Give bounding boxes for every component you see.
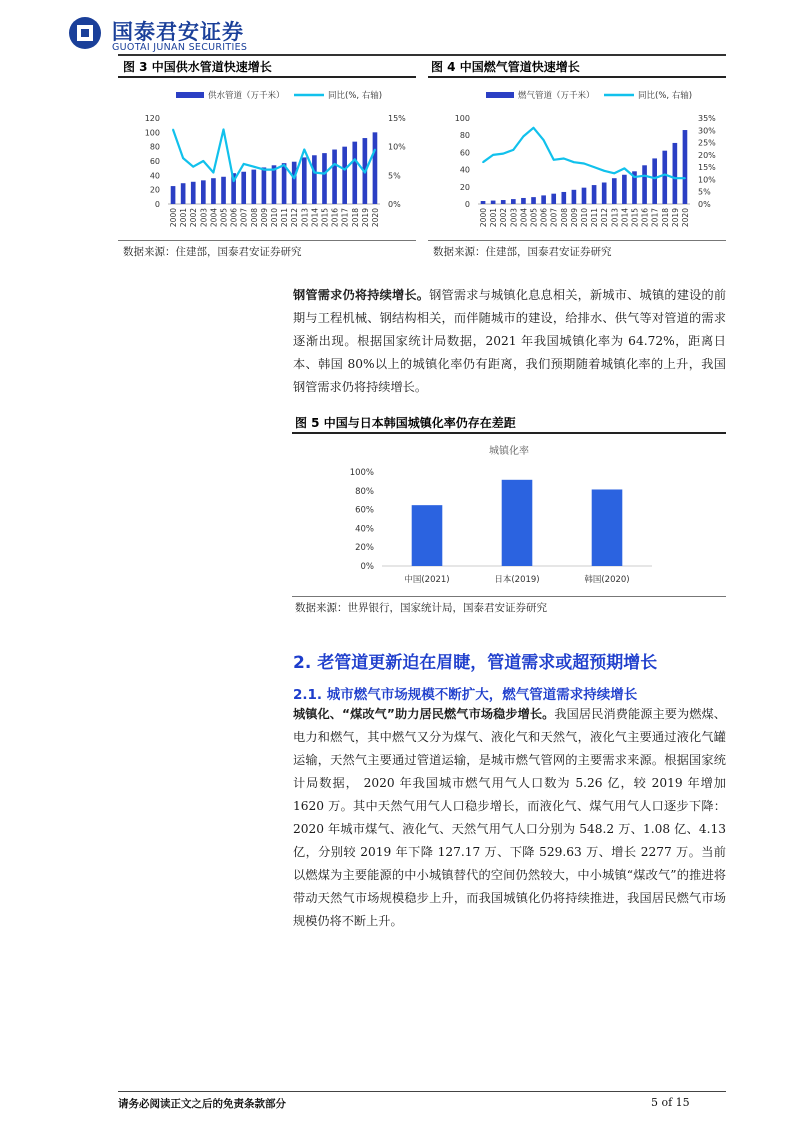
bar [272, 165, 277, 204]
y-left-tick-label: 60 [149, 157, 160, 166]
x-tick-label: 2005 [529, 208, 539, 228]
y-right-tick-label: 25% [698, 138, 716, 148]
legend-bar-swatch [176, 92, 204, 98]
line-point [283, 164, 285, 166]
bar [501, 200, 506, 204]
bar [282, 163, 287, 204]
y-left-tick-label: 60 [459, 148, 470, 158]
fig4-chart [428, 80, 728, 240]
x-tick-label: 2018 [350, 208, 360, 228]
y-tick-label: 20% [355, 543, 374, 554]
line-point [344, 169, 346, 171]
bar [221, 177, 226, 204]
y-left-tick-label: 80 [149, 142, 160, 152]
bar [541, 195, 546, 204]
line-point [293, 177, 295, 179]
fig5-title: 图 5 中国与日本韩国城镇化率仍存在差距 [295, 416, 516, 430]
legend-bar-swatch [486, 92, 514, 98]
line-point [623, 167, 625, 169]
x-tick-label: 2012 [600, 208, 610, 228]
bar [332, 150, 337, 204]
line-point [573, 161, 575, 163]
page-number: 5 of 15 [651, 1096, 690, 1109]
section-heading-2-1: 2.1. 城市燃气市场规模不断扩大，燃气管道需求持续增长 [293, 687, 638, 703]
x-tick-label: 2017 [340, 208, 350, 228]
bar [521, 198, 526, 204]
line-point [313, 172, 315, 174]
x-tick-label: 2002 [499, 208, 509, 228]
line-point [634, 176, 636, 178]
fig4-title: 图 4 中国燃气管道快速增长 [431, 60, 580, 74]
x-tick-label: 2016 [330, 208, 340, 228]
x-tick-label: 2010 [580, 208, 589, 228]
bar [652, 158, 657, 204]
x-tick-label: 日本(2019) [494, 575, 540, 585]
fig4-source: 数据来源：住建部，国泰君安证券研究 [433, 246, 612, 258]
bar [262, 167, 267, 204]
line-point [684, 177, 686, 179]
y-left-tick-label: 40 [459, 165, 470, 175]
x-tick-label: 2020 [680, 208, 690, 228]
bar [191, 182, 196, 204]
line-point [674, 177, 676, 179]
bar [551, 194, 556, 204]
y-tick-label: 40% [355, 524, 374, 535]
footer-divider [118, 1091, 726, 1092]
y-right-tick-label: 10% [388, 142, 406, 152]
x-tick-label: 2015 [320, 208, 330, 228]
bar [373, 132, 378, 204]
fig5-top-rule [292, 432, 726, 434]
line-point [664, 174, 666, 176]
bar [342, 147, 347, 204]
company-name-cn: 国泰君安证券 [112, 20, 244, 44]
y-right-tick-label: 35% [698, 114, 716, 123]
x-tick-label: 2013 [300, 208, 310, 228]
line-point [192, 166, 194, 168]
paragraph-gas-market [293, 703, 726, 933]
x-tick-label: 2008 [559, 208, 569, 228]
x-tick-label: 2011 [590, 208, 600, 228]
x-tick-label: 韩国(2020) [584, 575, 630, 585]
bar [302, 157, 307, 204]
x-tick-label: 2019 [670, 208, 680, 228]
x-tick-label: 中国(2021) [404, 575, 450, 585]
bar [531, 197, 536, 204]
fig5-source: 数据来源：世界银行，国家统计局，国泰君安证券研究 [295, 602, 547, 614]
line-point [213, 172, 215, 174]
y-left-tick-label: 120 [144, 114, 160, 123]
x-tick-label: 2003 [509, 208, 519, 228]
x-tick-label: 2003 [199, 208, 209, 228]
x-tick-label: 2004 [519, 208, 529, 228]
y-right-tick-label: 0% [698, 200, 711, 209]
y-right-tick-label: 0% [388, 200, 401, 209]
section-heading-2: 2. 老管道更新迫在眉睫，管道需求或超预期增长 [293, 653, 658, 673]
bar [582, 188, 587, 204]
bar [561, 192, 566, 204]
bar [322, 153, 327, 204]
line-point [553, 159, 555, 161]
x-tick-label: 2011 [280, 208, 290, 228]
fig3-chart [118, 80, 418, 240]
line-point [593, 166, 595, 168]
bar [352, 142, 357, 204]
x-tick-label: 2001 [489, 208, 499, 228]
fig3-top-rule [118, 76, 416, 78]
x-tick-label: 2012 [290, 208, 300, 228]
y-left-tick-label: 20 [459, 182, 470, 192]
paragraph-lead: 钢管需求仍将持续增长。 [293, 288, 430, 302]
bar [211, 178, 216, 204]
fig5-bottom-rule [292, 596, 726, 597]
y-right-tick-label: 30% [698, 126, 716, 136]
y-left-tick-label: 0 [464, 200, 470, 209]
bar [662, 151, 667, 204]
x-tick-label: 2004 [209, 208, 219, 228]
bar [642, 165, 647, 204]
x-tick-label: 2009 [259, 208, 269, 228]
bar [201, 180, 206, 204]
legend-bar-label: 供水管道（万千米） [208, 91, 285, 101]
paragraph-lead: 城镇化、“煤改气”助力居民燃气市场稳步增长。 [293, 707, 555, 721]
y-left-tick-label: 80 [459, 131, 470, 141]
legend-line-label: 同比(%, 右轴) [328, 91, 383, 101]
paragraph-steel-pipe-demand [293, 284, 726, 399]
y-tick-label: 100% [349, 468, 374, 478]
x-tick-label: 2006 [539, 208, 549, 228]
bar [241, 172, 246, 204]
bar [251, 170, 256, 204]
x-tick-label: 2016 [640, 208, 650, 228]
line-point [374, 149, 376, 151]
line-point [364, 172, 366, 174]
fig4-top-rule [428, 76, 726, 78]
y-tick-label: 0% [360, 562, 374, 572]
x-tick-label: 2002 [189, 208, 199, 228]
line-point [523, 136, 525, 138]
line-point [182, 157, 184, 159]
line-point [603, 170, 605, 172]
y-left-tick-label: 20 [149, 185, 160, 195]
x-tick-label: 2000 [479, 208, 489, 228]
x-tick-label: 2015 [630, 208, 640, 228]
line-point [273, 169, 275, 171]
bar [312, 155, 317, 204]
line-point [482, 161, 484, 163]
chart-title: 城镇化率 [489, 446, 529, 457]
legend-bar-label: 燃气管道（万千米） [518, 91, 595, 101]
paragraph-body: 我国居民消费能源主要为燃煤、电力和燃气，其中燃气又分为煤气、液化气和天然气，液化气主要通过液化气罐运输，天然气主要通过管道运输，是城市燃气管网的主要需求来源。根据国家统计局数据， 2020 年我国城市燃气用气人口数为 5.26 亿，较 2019 年增加 1620 万。其中天然气用气人口稳步增长，而液化气、煤气用气人口逐步下降：2020 年城市煤气、液化气、天然气用气人口分别为 548.2 万、1.08 亿、4.13 亿，分别较 2019 年下降 127.17 万、下降 529.63 万、增长 2277 万。当前以燃煤为主要能源的中小城镇替代的空间仍然较大，中小城镇“煤改气”的推进将带动天然气市场规模稳步上升，而我国城镇化仍将持续推进，我国居民燃气市场规模仍将不断上升。 [293, 707, 726, 928]
logo-mark-icon [68, 16, 102, 50]
line-point [654, 177, 656, 179]
line-point [543, 139, 545, 141]
line-point [233, 180, 235, 182]
x-tick-label: 2014 [620, 208, 630, 228]
line-point [492, 154, 494, 156]
bar [572, 190, 577, 204]
header-divider [118, 54, 726, 56]
y-right-tick-label: 15% [698, 163, 716, 173]
bar [511, 199, 516, 204]
line-point [563, 158, 565, 160]
y-tick-label: 80% [355, 486, 374, 497]
bar [612, 178, 617, 204]
y-right-tick-label: 10% [698, 175, 716, 185]
company-logo [68, 14, 308, 54]
y-right-tick-label: 15% [388, 114, 406, 123]
fig3-title: 图 3 中国供水管道快速增长 [123, 60, 272, 74]
x-tick-label: 2000 [169, 208, 179, 228]
x-tick-label: 2010 [270, 208, 279, 228]
line-point [512, 149, 514, 151]
bar [491, 201, 496, 204]
line-point [533, 127, 535, 129]
line-point [253, 166, 255, 168]
x-tick-label: 2001 [179, 208, 189, 228]
y-left-tick-label: 0 [154, 200, 160, 209]
y-right-tick-label: 20% [698, 150, 716, 160]
fig3-source: 数据来源：住建部，国泰君安证券研究 [123, 246, 302, 258]
x-tick-label: 2018 [660, 208, 670, 228]
line-point [583, 163, 585, 165]
fig5-chart [292, 436, 726, 596]
bar [602, 183, 607, 205]
company-name-en: GUOTAI JUNAN SECURITIES [112, 42, 248, 53]
x-tick-label: 2007 [549, 208, 559, 228]
line-point [172, 129, 174, 131]
y-right-tick-label: 5% [388, 171, 401, 181]
line-point [263, 169, 265, 171]
x-tick-label: 2007 [239, 208, 249, 228]
x-tick-label: 2009 [569, 208, 579, 228]
bar [412, 505, 443, 566]
bar [502, 480, 533, 566]
x-tick-label: 2005 [219, 208, 229, 228]
x-tick-label: 2019 [360, 208, 370, 228]
line-point [502, 153, 504, 155]
bar [622, 175, 627, 204]
bar [481, 201, 486, 204]
x-tick-label: 2014 [310, 208, 320, 228]
x-tick-label: 2020 [370, 208, 380, 228]
legend-line-label: 同比(%, 右轴) [638, 91, 693, 101]
y-right-tick-label: 5% [698, 187, 711, 197]
bar [683, 130, 688, 204]
bar [171, 186, 176, 204]
x-tick-label: 2006 [229, 208, 239, 228]
y-tick-label: 60% [355, 505, 374, 516]
line-point [334, 163, 336, 165]
y-left-tick-label: 40 [149, 171, 160, 181]
line-point [613, 172, 615, 174]
line-point [303, 149, 305, 151]
paragraph-body: 钢管需求与城镇化息息相关，新城市、城镇的建设的前期与工程机械、钢结构相关，而伴随城市的建设，给排水、供气等对管道的需求逐渐出现。根据国家统计局数据，2021 年我国城镇化率为 64.72%，距离日本、韩国 80%以上的城镇化率仍有距离，我们预期随着城镇化率的上升，我国钢管需求仍将持续增长。 [293, 288, 727, 394]
line-point [644, 175, 646, 177]
y-left-tick-label: 100 [144, 128, 160, 138]
x-tick-label: 2013 [610, 208, 620, 228]
x-tick-label: 2008 [249, 208, 259, 228]
x-tick-label: 2017 [650, 208, 660, 228]
bar [592, 489, 623, 566]
line-point [202, 160, 204, 162]
line-point [354, 158, 356, 160]
bar [592, 185, 597, 204]
bar [181, 183, 186, 204]
y-left-tick-label: 100 [454, 114, 470, 123]
line-point [243, 163, 245, 165]
bar [673, 143, 678, 204]
fig3-bottom-rule [118, 240, 416, 241]
line-point [324, 173, 326, 175]
fig4-bottom-rule [428, 240, 726, 241]
disclaimer-note: 请务必阅读正文之后的免责条款部分 [118, 1098, 286, 1110]
bar [292, 162, 297, 204]
line-point [223, 129, 225, 131]
